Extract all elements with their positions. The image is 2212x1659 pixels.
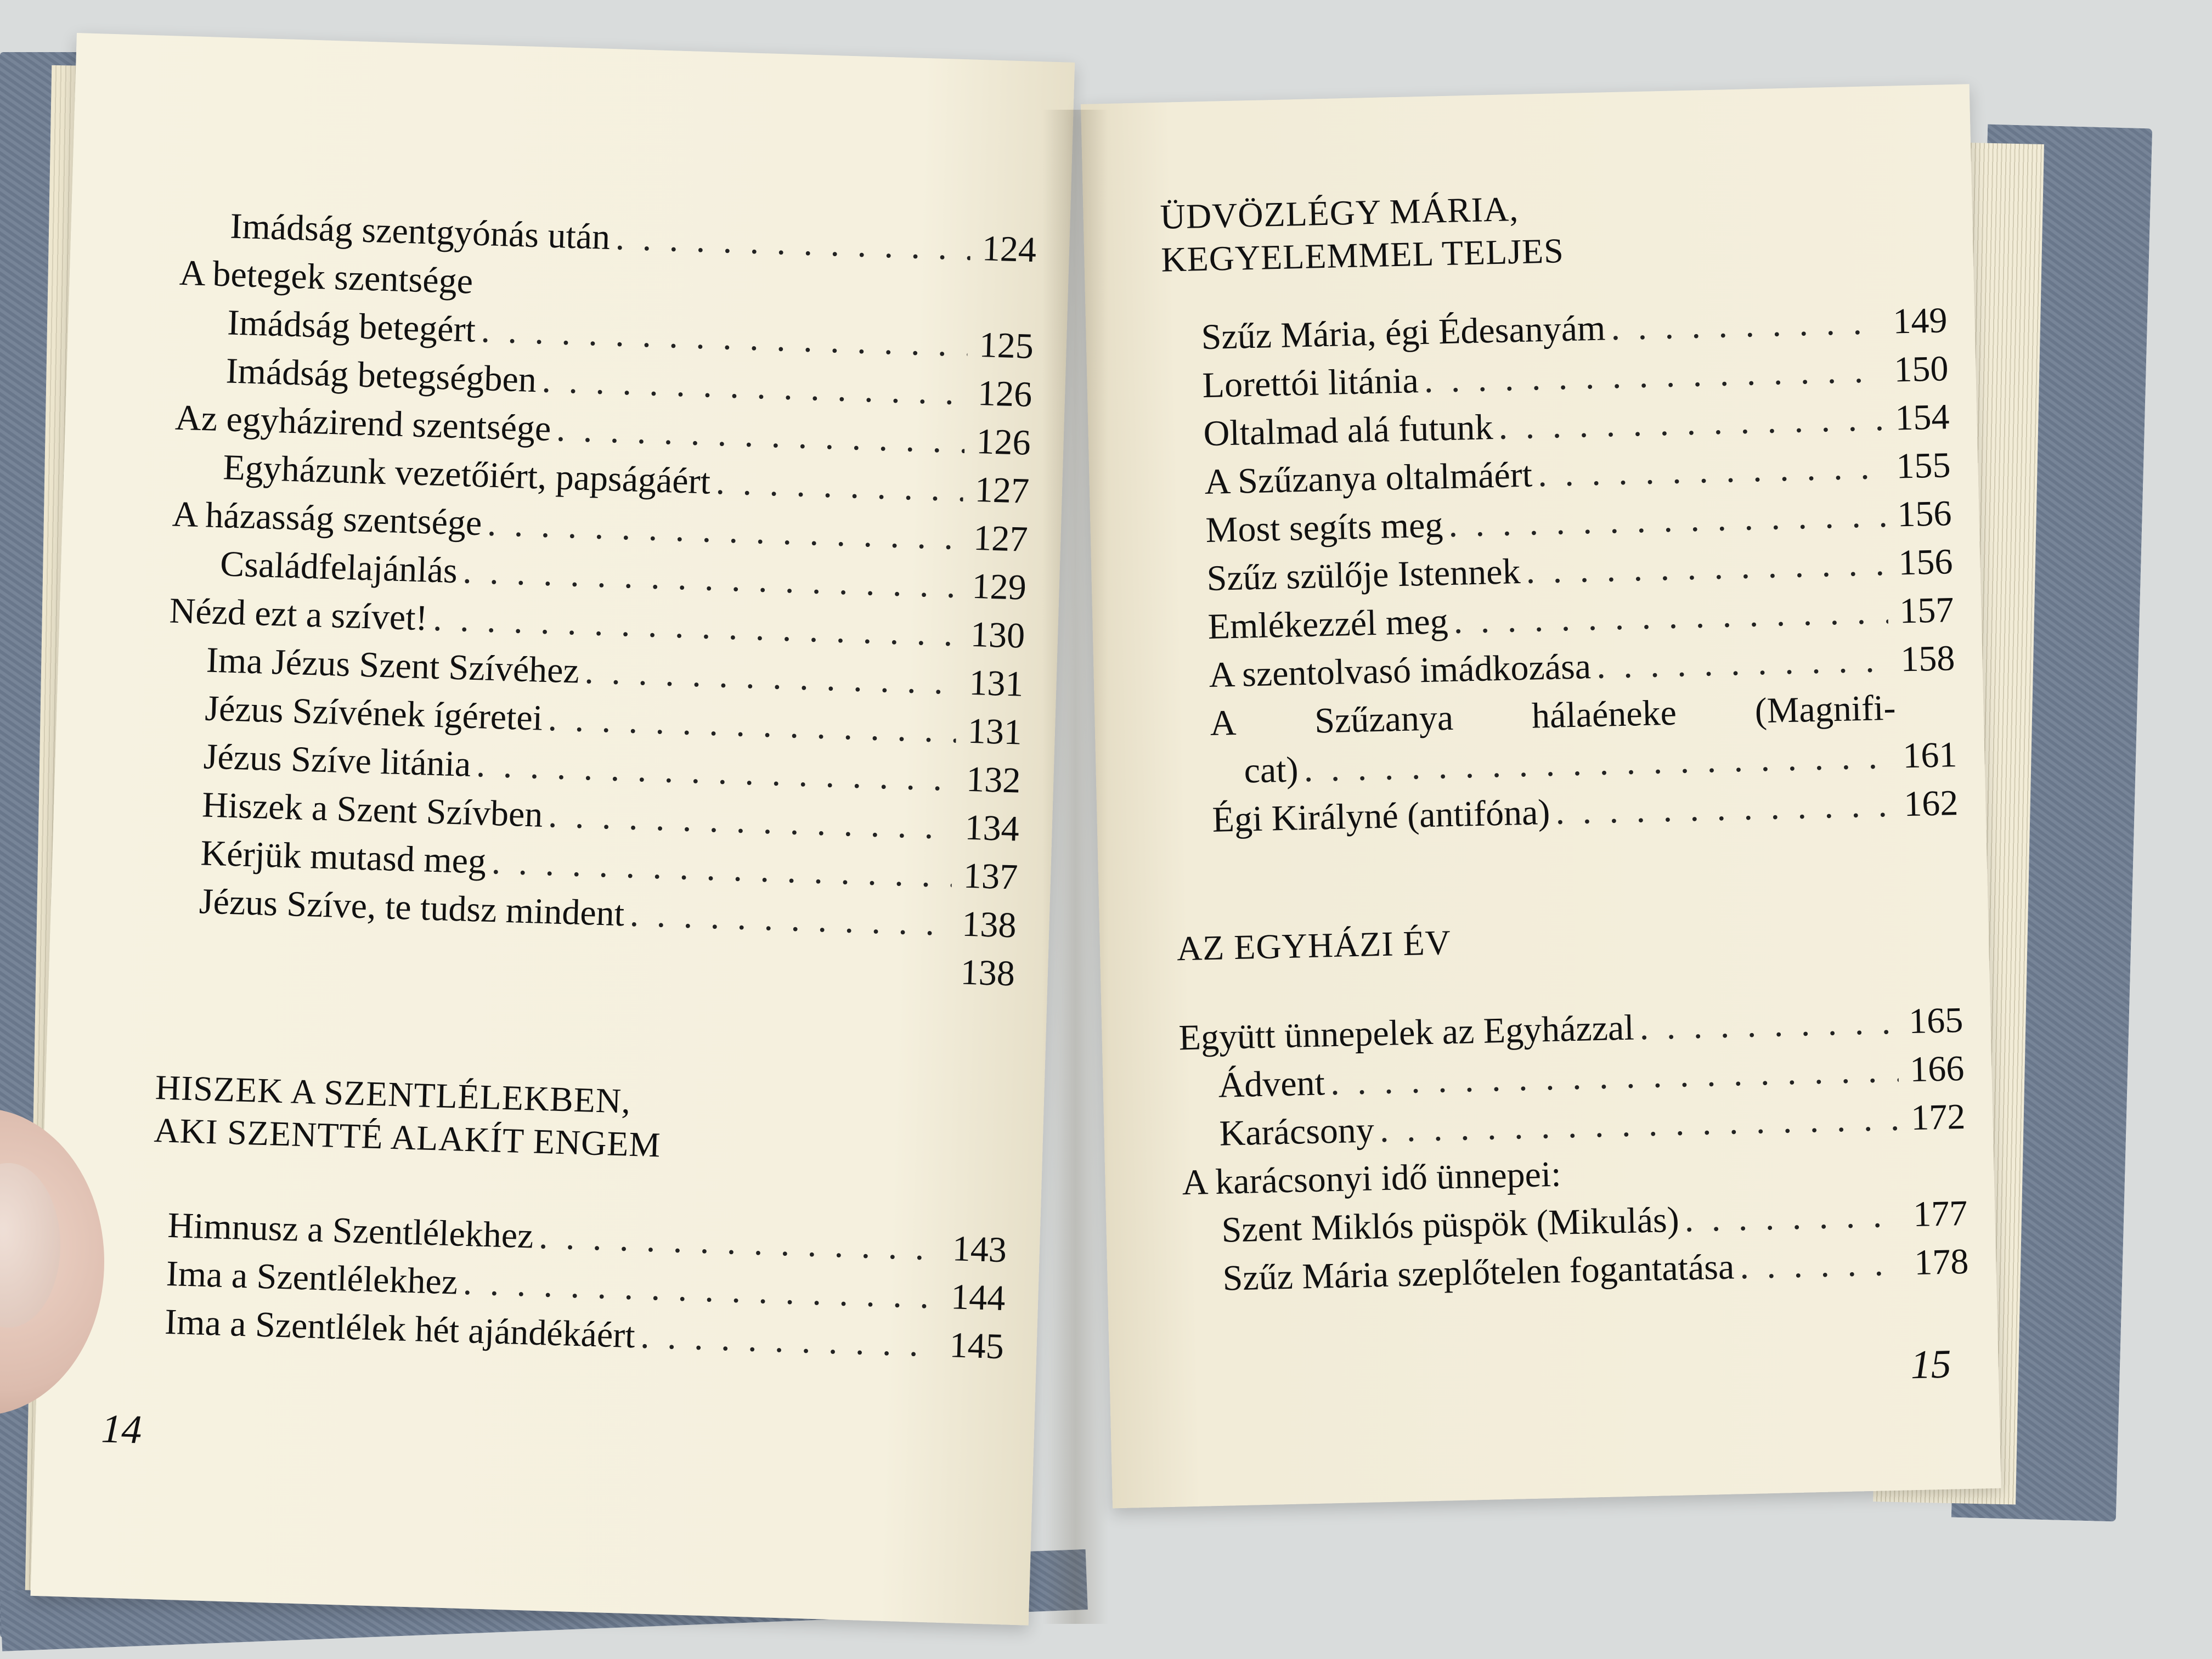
right-page <box>1081 84 2001 1508</box>
toc-entry: Oltalmad alá futunk . . . 154 <box>1165 393 1950 459</box>
toc-entry: Karácsony . . . 172 <box>1181 1093 1966 1159</box>
left-toc <box>148 201 1037 1371</box>
toc-entry: Szűz Mária szeplőtelen fogantatása . . . 178 <box>1184 1238 1970 1304</box>
page-number-right: 15 <box>1910 1341 1952 1388</box>
section-heading: AZ EGYHÁZI ÉV <box>1176 923 1452 968</box>
toc-entry: Egyházunk vezetőiért, papságáért . . . 127 <box>173 442 1030 516</box>
toc-entry: Családfelajánlás . . . 129 <box>170 539 1027 612</box>
toc-entry: Emlékezzél meg . . . 157 <box>1169 586 1955 652</box>
toc-entry: Az egyházirend szentsége . . . 126 <box>174 394 1031 467</box>
toc-entry: cat) . . . 161 <box>1172 731 1958 797</box>
toc-entry: A betegek szentsége <box>179 252 474 302</box>
toc-entry: Ima a Szentlélekhez . . . 144 <box>149 1249 1006 1323</box>
toc-entry: Szent Miklós püspök (Mikulás) . . . 177 <box>1183 1189 1968 1255</box>
toc-entry: Most segíts meg . . . 156 <box>1167 489 1953 555</box>
toc-entry: Himnusz a Szentlélekhez . . . 143 <box>150 1201 1007 1274</box>
toc-entry: Ima a Szentlélek hét ajándékáért . . . 145 <box>148 1297 1005 1371</box>
book-gutter-shadow <box>1042 110 1108 1624</box>
left-page <box>30 33 1075 1626</box>
right-toc <box>1160 178 1969 1304</box>
toc-entry: Jézus Szíve, te tudsz mindent . . . 138 <box>160 876 1017 950</box>
toc-entry: Együtt ünnepelek az Egyházzal . . . 165 <box>1178 996 1964 1062</box>
toc-entry: Hiszek a Szent Szívben . . . 134 <box>163 780 1020 853</box>
toc-entry: Ádvent . . . 166 <box>1180 1045 1965 1110</box>
toc-entry: A szentolvasó imádkozása . . . 158 <box>1170 634 1956 700</box>
toc-entry: Szűz szülője Istennek . . . 156 <box>1168 538 1954 603</box>
section-heading: HISZEK A SZENTLÉLEKBEN, AKI SZENTTÉ ALAKÍT ENGEM <box>153 1068 662 1165</box>
toc-entry: 138 <box>960 952 1015 994</box>
toc-entry: Szűz Mária, égi Édesanyám . . . 149 <box>1163 296 1948 362</box>
toc-entry-magnificat: A Szűzanya hálaéneke (Magnifi- <box>1209 687 1897 743</box>
toc-entry: Imádság betegségben . . . 126 <box>176 346 1033 419</box>
toc-entry: A Szűzanya oltalmáért . . . 155 <box>1166 441 1951 507</box>
toc-entry: Jézus Szíve litánia . . . 132 <box>165 731 1022 805</box>
toc-subheading: A karácsonyi idő ünnepei: <box>1181 1154 1562 1203</box>
toc-entry: Lorettói litánia . . . 150 <box>1164 345 1949 410</box>
section-heading: ÜDVÖZLÉGY MÁRIA, KEGYELEMMEL TELJES <box>1159 189 1565 279</box>
toc-entry: Imádság szentgyónás után . . . 124 <box>180 201 1037 274</box>
toc-entry: Nézd ezt a szívet! . . . 130 <box>169 586 1026 660</box>
toc-entry: A házasság szentsége . . . 127 <box>172 490 1029 564</box>
toc-entry: Égi Királyné (antifóna) . . . 162 <box>1173 779 1959 845</box>
toc-entry: Ima Jézus Szent Szívéhez . . . 131 <box>167 635 1024 708</box>
page-number-left: 14 <box>100 1406 143 1453</box>
toc-entry: Kérjük mutasd meg . . . 137 <box>161 828 1018 901</box>
toc-entry: Jézus Szívének ígéretei . . . 131 <box>166 683 1023 757</box>
toc-entry: Imádság betegért . . . 125 <box>177 297 1034 371</box>
